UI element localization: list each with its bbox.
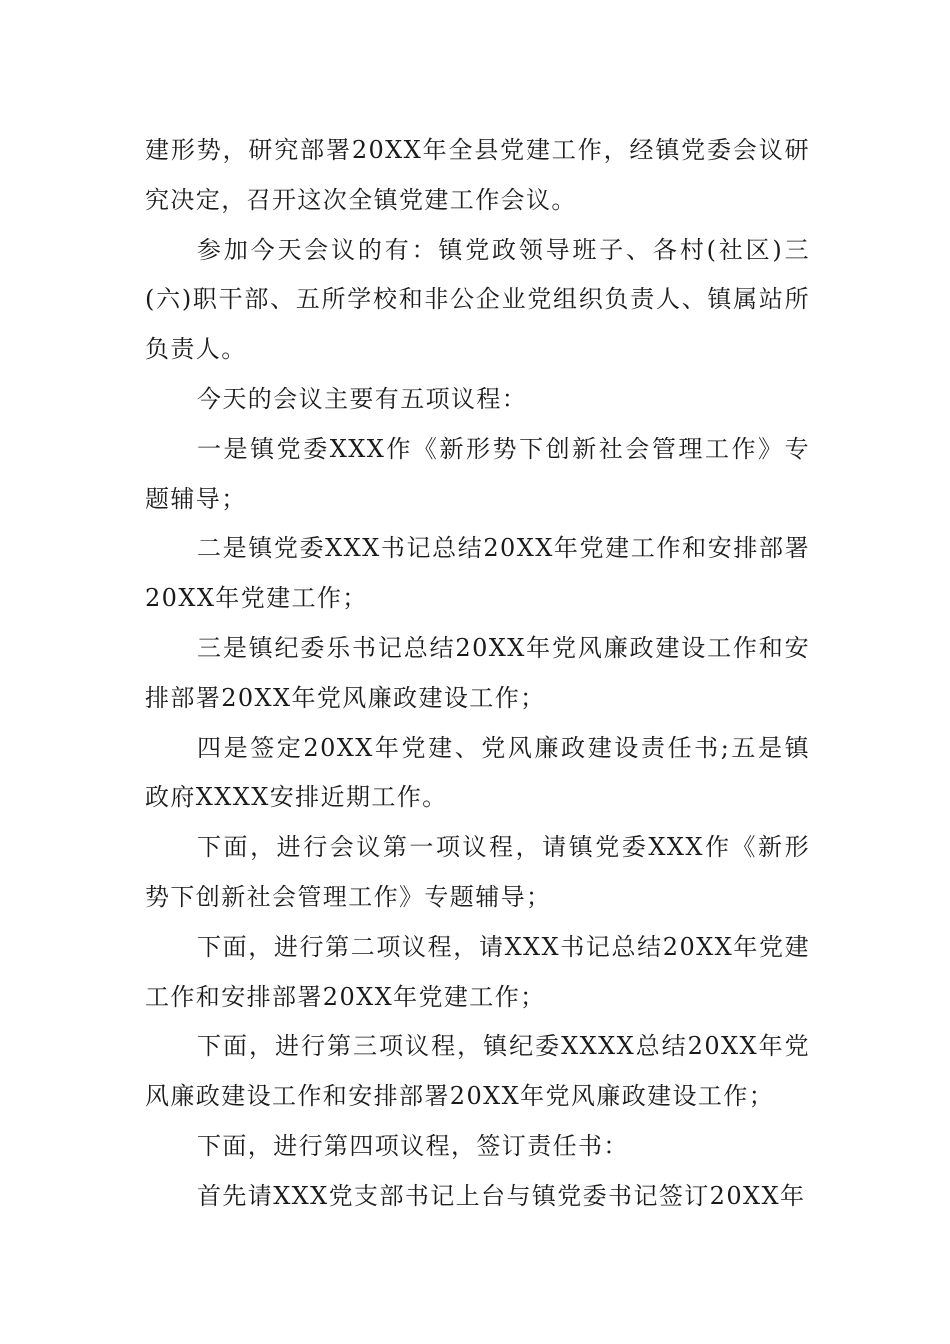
paragraph-step-3: 下面，进行第三项议程，镇纪委XXXX总结20XX年党风廉政建设工作和安排部署20XX年党风廉政建设工作； xyxy=(145,1032,810,1111)
paragraph-agenda-item-1: 一是镇党委XXX作《新形势下创新社会管理工作》专题辅导； xyxy=(145,434,810,513)
paragraph-agenda-item-3: 三是镇纪委乐书记总结20XX年党风廉政建设工作和安排部署20XX年党风廉政建设工作； xyxy=(145,633,810,712)
paragraph-step-2: 下面，进行第二项议程，请XXX书记总结20XX年党建工作和安排部署20XX年党建工作； xyxy=(145,932,810,1011)
document-body xyxy=(145,126,810,1222)
paragraph-step-1: 下面，进行会议第一项议程，请镇党委XXX作《新形势下创新社会管理工作》专题辅导； xyxy=(145,833,810,911)
paragraph-agenda-item-2: 二是镇党委XXX书记总结20XX年党建工作和安排部署20XX年党建工作； xyxy=(145,534,810,613)
paragraph-agenda-item-4-5: 四是签定20XX年党建、党风廉政建设责任书;五是镇政府XXXX安排近期工作。 xyxy=(145,733,810,812)
paragraph-step-4: 下面，进行第四项议程，签订责任书： xyxy=(197,1131,629,1160)
paragraph-agenda-intro: 今天的会议主要有五项议程： xyxy=(197,384,528,413)
paragraph-attendees: 参加今天会议的有：镇党政领导班子、各村(社区)三(六)职干部、五所学校和非公企业党组织负责人、镇属站所负责人。 xyxy=(145,235,810,364)
paragraph-signing: 首先请XXX党支部书记上台与镇党委书记签订20XX年 xyxy=(197,1181,806,1210)
paragraph-continuation: 建形势，研究部署20XX年全县党建工作，经镇党委会议研究决定，召开这次全镇党建工作会议。 xyxy=(145,136,810,214)
